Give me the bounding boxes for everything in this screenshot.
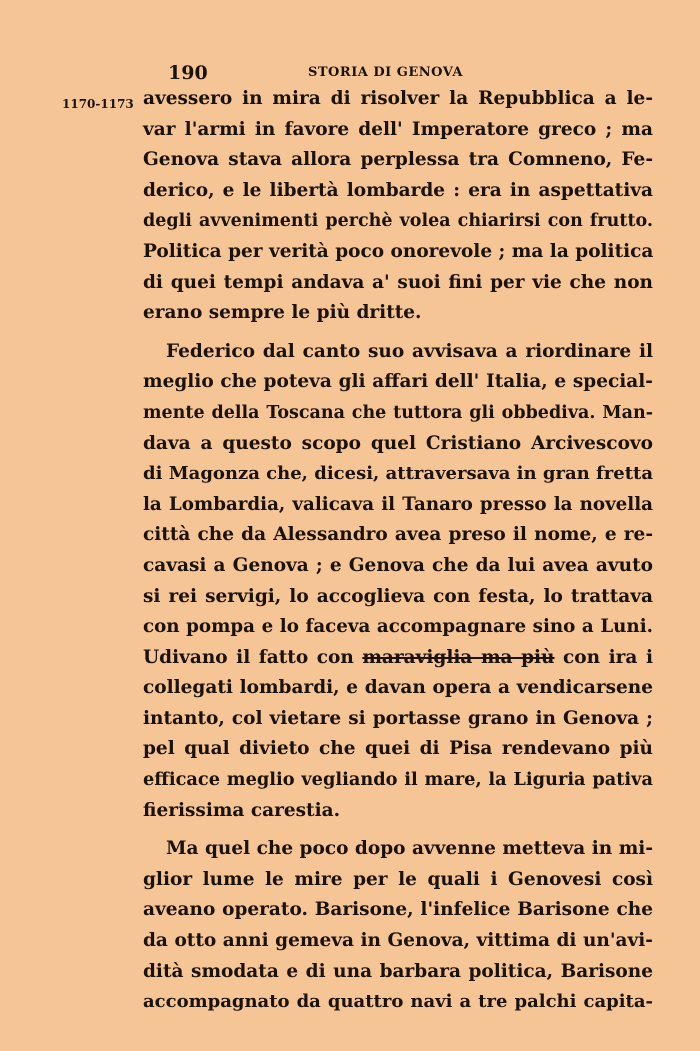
text-line: Ma quel che poco dopo avvenne metteva in mi- [166,838,653,860]
text-line: efficace meglio vegliando il mare, la Liguria pativa [143,769,653,791]
text-line: cavasi a Genova ; e Genova che da lui avea avuto [143,554,653,576]
text-line: avessero in mira di risolver la Repubblica a le- [143,88,653,109]
text-line: collegati lombardi, e davan opera a vendicarsene [143,677,653,699]
text-line: derico, e le libertà lombarde : era in aspettativa [143,179,653,201]
text-line: accompagnato da quattro navi a tre palchi capita- [143,991,653,1013]
text-line: città che da Alessandro avea preso il nome, e re- [143,524,653,546]
text-line: da otto anni gemeva in Genova, vittima di un'avi- [143,930,653,952]
text-line: fierissima carestia. [143,799,341,821]
page-header [0,62,700,86]
page-number: 190 [168,62,208,84]
text-line: la Lombardia, valicava il Tanaro presso la novella [143,493,653,515]
paragraph-2 [143,337,653,827]
paragraph-1 [143,84,653,329]
struck-through-text: maraviglia ma più [362,646,555,668]
running-head: STORIA DI GENOVA [308,65,463,80]
text-line: di Magonza che, dicesi, attraversava in gran fretta [143,463,653,485]
text-line: var l'armi in favore dell' Imperatore greco ; ma [143,118,653,140]
text-line: aveano operato. Barisone, l'infelice Barisone che [143,899,653,921]
body-text [143,84,653,1018]
text-line: con pompa e lo faceva accompagnare sino a Luni. [143,616,653,638]
text-line: mente della Toscana che tuttora gli obbediva. Man- [143,402,653,423]
text-line: erano sempre le più dritte. [143,302,422,324]
text-line: dità smodata e di una barbara politica, Barisone [143,960,653,982]
text-line: dava a questo scopo quel Cristiano Arcivescovo [143,432,653,454]
text-line: intanto, col vietare si portasse grano in Genova ; [143,707,653,729]
line-text-after: con ira i [554,646,653,668]
text-line: degli avvenimenti perchè volea chiarirsi con frutto. [143,211,653,232]
margin-date-note: 1170-1173 [62,97,134,111]
paragraph-3 [143,834,653,1018]
text-line: Politica per verità poco onorevole ; ma la politica [143,240,654,262]
text-line: di quei tempi andava a' suoi fini per vie che non [143,271,653,293]
text-line: si rei servigi, lo accoglieva con festa, lo trattava [143,585,653,607]
text-line: pel qual divieto che quei di Pisa rendevano più [143,738,653,760]
text-line: meglio che poteva gli affari dell' Italia, e special- [143,371,653,393]
line-text-before: Udivano il fatto con [143,646,363,668]
text-line: Genova stava allora perplessa tra Comneno, Fe- [143,149,653,171]
text-line: Federico dal canto suo avvisava a riordinare il [166,340,653,362]
text-line: glior lume le mire per le quali i Genovesi così [143,868,653,890]
text-line-struck [143,643,653,674]
